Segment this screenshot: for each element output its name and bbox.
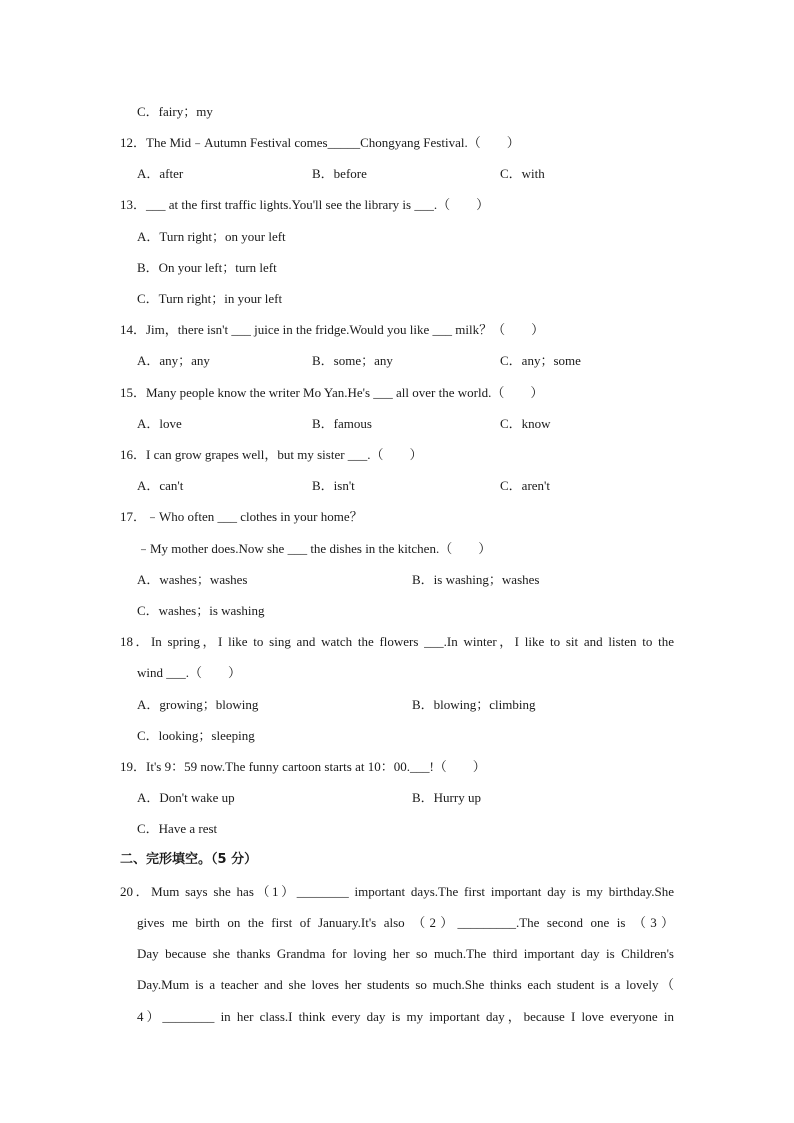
q19-option-a: A．Don't wake up: [137, 790, 235, 805]
q20-line-1: 20．Mum says she has（1）________ important days.The first important day is my birthday.She: [120, 884, 674, 899]
q13-option-c: C．Turn right；in your left: [137, 291, 283, 306]
q16-option-b: B．isn't: [312, 478, 355, 493]
q12-option-c: C．with: [500, 166, 545, 181]
q16-option-c: C．aren't: [500, 478, 550, 493]
q12-option-b: B．before: [312, 166, 367, 181]
q18-stem-line1: 18．In spring，I like to sing and watch the flowers ___.In winter，I like to sit and listen to the: [120, 634, 674, 649]
q12-option-a: A．after: [137, 166, 184, 181]
q18-option-a: A．growing；blowing: [137, 697, 259, 712]
q19-stem: 19．It's 9：59 now.The funny cartoon starts at 10：00.___!（ ）: [120, 759, 486, 774]
q16-stem: 16．I can grow grapes well，but my sister ___.（ ）: [120, 447, 423, 462]
q18-stem-line2: wind ___.（ ）: [137, 665, 242, 680]
q14-option-c: C．any；some: [500, 353, 581, 368]
q17-stem-line2: ﹣My mother does.Now she ___ the dishes in the kitchen.（ ）: [137, 541, 492, 556]
q16-option-a: A．can't: [137, 478, 184, 493]
q17-stem-line1: 17．﹣Who often ___ clothes in your home？: [120, 509, 363, 524]
q20-line-5: 4）________ in her class.I think every day is my important day，because I love everyone in: [137, 1009, 674, 1024]
q19-option-b: B．Hurry up: [412, 790, 481, 805]
q13-stem: 13．___ at the first traffic lights.You'll see the library is ___.（ ）: [120, 197, 490, 212]
q13-option-b: B．On your left；turn left: [137, 260, 277, 275]
q17-option-c: C．washes；is washing: [137, 603, 265, 618]
q14-option-a: A．any；any: [137, 353, 210, 368]
q15-option-a: A．love: [137, 416, 182, 431]
q17-option-b: B．is washing；washes: [412, 572, 540, 587]
q14-stem: 14．Jim，there isn't ___ juice in the fridge.Would you like ___ milk？（ ）: [120, 322, 545, 337]
q20-line-4: Day.Mum is a teacher and she loves her students so much.She thinks each student is a lovely（: [137, 977, 674, 992]
q12-stem: 12．The Mid﹣Autumn Festival comes_____Chongyang Festival.（ ）: [120, 135, 520, 150]
q11-option-c: C．fairy；my: [137, 104, 213, 119]
q17-option-a: A．washes；washes: [137, 572, 248, 587]
q15-option-b: B．famous: [312, 416, 372, 431]
section-heading-cloze: 二、完形填空。（5 分）: [120, 852, 258, 867]
q18-option-c: C．looking；sleeping: [137, 728, 255, 743]
q18-option-b: B．blowing；climbing: [412, 697, 536, 712]
q20-line-2: gives me birth on the first of January.It's also （2）_________.The second one is （3）: [137, 915, 674, 930]
q14-option-b: B．some；any: [312, 353, 393, 368]
q19-option-c: C．Have a rest: [137, 821, 218, 836]
q15-stem: 15．Many people know the writer Mo Yan.He's ___ all over the world.（ ）: [120, 385, 544, 400]
q20-line-3: Day because she thanks Grandma for loving her so much.The third important day is Children's: [137, 946, 674, 961]
q15-option-c: C．know: [500, 416, 551, 431]
q13-option-a: A．Turn right；on your left: [137, 229, 286, 244]
